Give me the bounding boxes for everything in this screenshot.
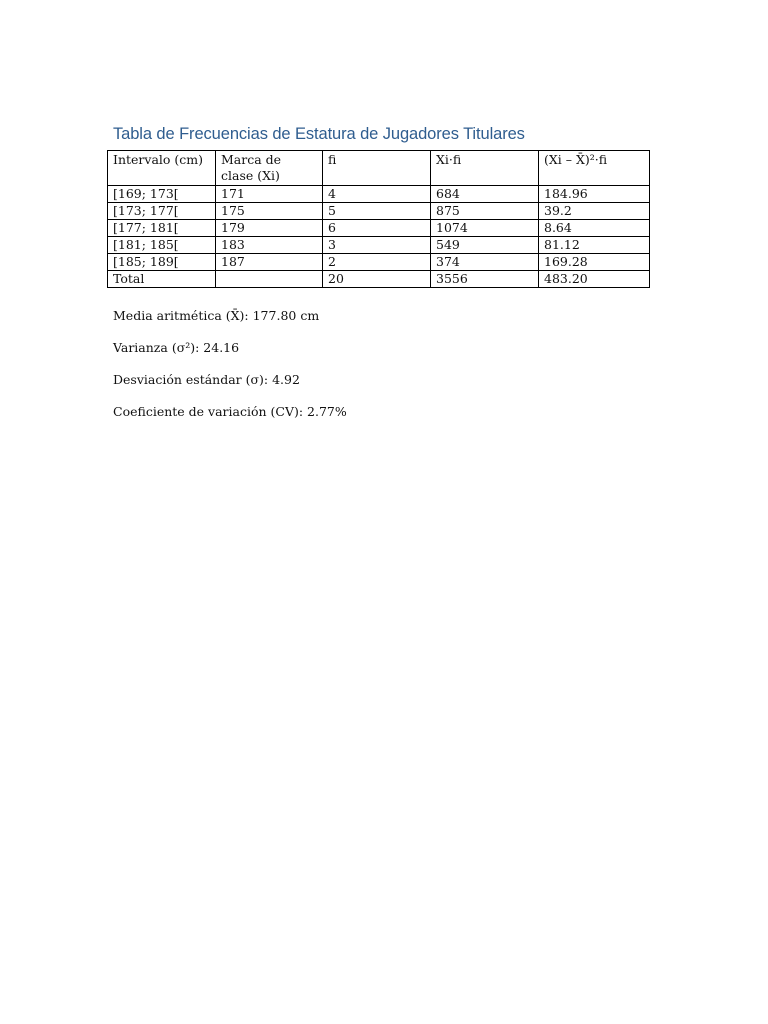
table-cell: 169.28 [539,254,650,271]
stat-variance: Varianza (σ²): 24.16 [113,340,240,355]
table-cell: [169; 173[ [108,186,216,203]
table-total-row [108,271,650,288]
table-cell: 8.64 [539,220,650,237]
table-cell: 875 [431,203,539,220]
table-cell: Total [108,271,216,288]
table-cell: 179 [216,220,323,237]
table-cell: 175 [216,203,323,220]
table-cell: 549 [431,237,539,254]
table-cell: 2 [323,254,431,271]
table-cell: 5 [323,203,431,220]
table-cell: 184.96 [539,186,650,203]
header-cell-frequency: fi [323,151,431,186]
header-cell-interval: Intervalo (cm) [108,151,216,186]
table-header-row [108,151,650,186]
table-cell: [185; 189[ [108,254,216,271]
table-cell: 374 [431,254,539,271]
table-cell: 684 [431,186,539,203]
table-row [108,220,650,237]
table-row [108,186,650,203]
table-cell: 1074 [431,220,539,237]
table-cell: [173; 177[ [108,203,216,220]
table-cell: 183 [216,237,323,254]
table-cell [216,271,323,288]
table-cell: 81.12 [539,237,650,254]
table-cell: [181; 185[ [108,237,216,254]
table-cell: 20 [323,271,431,288]
table-cell: 483.20 [539,271,650,288]
table-row [108,254,650,271]
header-cell-xi-fi: Xi·fi [431,151,539,186]
table-cell: 4 [323,186,431,203]
frequency-table [107,150,650,288]
table-cell: 3 [323,237,431,254]
table-cell: 171 [216,186,323,203]
document-title: Tabla de Frecuencias de Estatura de Jugadores Titulares [113,125,525,143]
table-cell: 187 [216,254,323,271]
table-cell: 39.2 [539,203,650,220]
header-cell-class-mark: Marca de clase (Xi) [216,151,323,186]
table-cell: 6 [323,220,431,237]
table-cell: 3556 [431,271,539,288]
table-row [108,203,650,220]
stat-coefficient-of-variation: Coeficiente de variación (CV): 2.77% [113,404,347,419]
stat-mean: Media aritmética (X̄): 177.80 cm [113,308,320,323]
header-cell-squared-deviation: (Xi – X̄)²·fi [539,151,650,186]
table-row [108,237,650,254]
stat-standard-deviation: Desviación estándar (σ): 4.92 [113,372,300,387]
table-cell: [177; 181[ [108,220,216,237]
